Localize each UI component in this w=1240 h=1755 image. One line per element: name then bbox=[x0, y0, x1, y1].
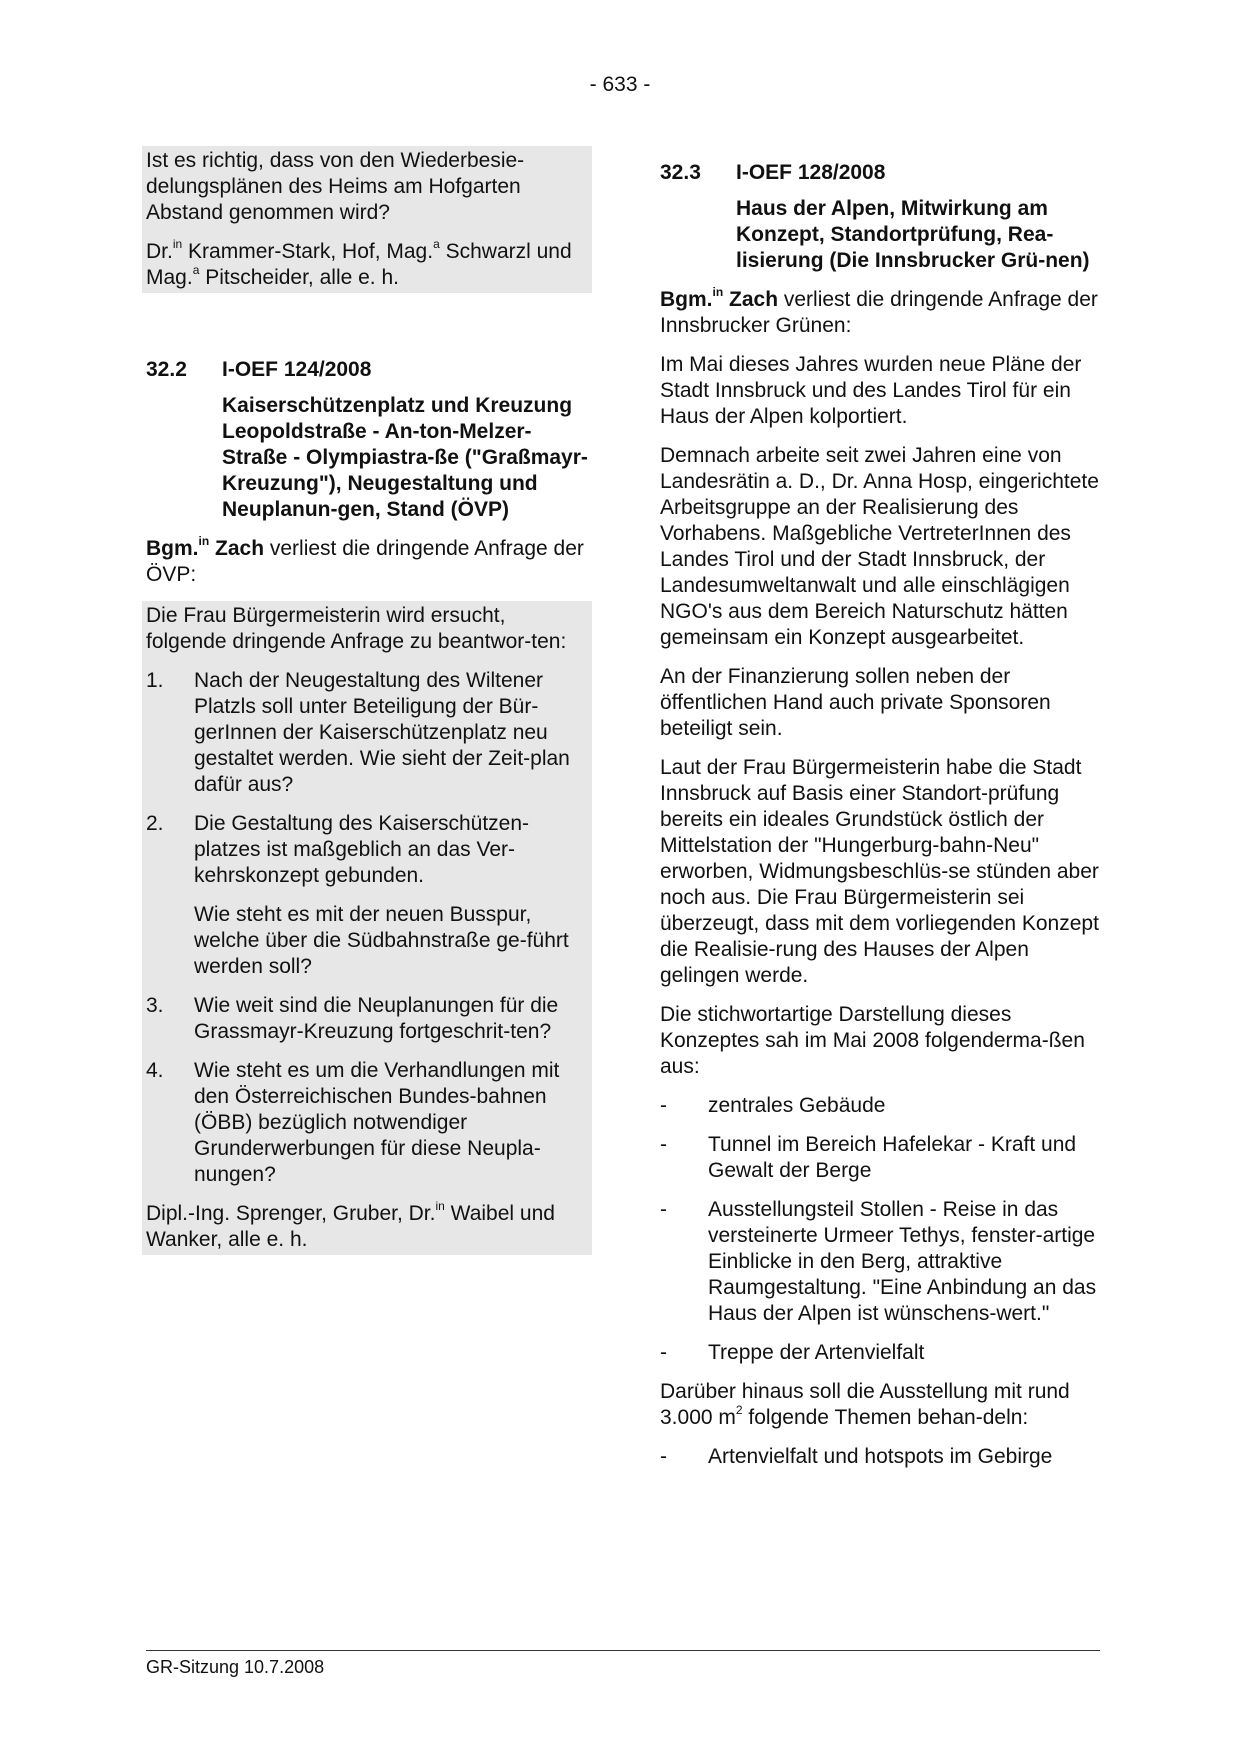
inquiry-list bbox=[146, 668, 588, 1188]
inquiry-intro: Die Frau Bürgermeisterin wird ersucht, folgende dringende Anfrage zu beantwor-ten: bbox=[146, 604, 567, 653]
list-item bbox=[660, 1197, 1100, 1327]
paragraph: An der Finanzierung sollen neben der öffentlichen Hand auch private Sponsoren beteiligt sein. bbox=[660, 665, 1051, 740]
question-text: Ist es richtig, dass von den Wiederbesie-delungsplänen des Heims am Hofgarten Abstand genommen wird? bbox=[146, 149, 525, 224]
item-number: 3. bbox=[146, 994, 164, 1017]
right-column bbox=[660, 146, 1100, 1483]
bullet-text: Ausstellungsteil Stollen - Reise in das versteinerte Urmeer Tethys, fenster-artige Einblicke in den Berg, attraktive Raumgestaltung. "Eine Anbindung an das Haus der Alpen ist wünschens-wert." bbox=[708, 1198, 1097, 1325]
footer-session-date: GR-Sitzung 10.7.2008 bbox=[146, 1657, 325, 1677]
section-heading-32-3 bbox=[660, 160, 1100, 186]
section-code: I-OEF 124/2008 bbox=[222, 358, 372, 381]
signers: Dipl.-Ing. Sprenger, Gruber, Dr.$^{in}$ Waibel und Wanker, alle e. h. bbox=[146, 1199, 555, 1251]
item-text: Wie weit sind die Neuplanungen für die Grassmayr-Kreuzung fortgeschrit-ten? bbox=[194, 994, 559, 1043]
bullet-mark: - bbox=[660, 1094, 667, 1117]
inquiry-paragraphs bbox=[660, 352, 1100, 1080]
bullet-text: Treppe der Artenvielfalt bbox=[708, 1341, 925, 1364]
list-item bbox=[660, 1093, 1100, 1119]
section-heading-32-2 bbox=[146, 357, 592, 383]
section-title: Kaiserschützenplatz und Kreuzung Leopoldstraße - An-ton-Melzer-Straße - Olympiastra-ße ("Graßmayr-Kreuzung"), Neugestaltung und Neuplanun-gen, Stand (ÖVP) bbox=[222, 394, 588, 521]
item-text: Nach der Neugestaltung des Wiltener Platzls soll unter Beteiligung der Bür-gerInnen der Kaiserschützenplatz neu gestaltet werden. Wie sieht der Zeit-plan dafür aus? bbox=[194, 669, 570, 796]
footer-divider bbox=[146, 1650, 1100, 1651]
item-text: Die Gestaltung des Kaiserschützen-platzes ist maßgeblich an das Ver-kehrskonzept gebunden. bbox=[194, 812, 530, 887]
section-code: I-OEF 128/2008 bbox=[736, 161, 886, 184]
paragraph: Die stichwortartige Darstellung dieses Konzeptes sah im Mai 2008 folgenderma-ßen aus: bbox=[660, 1003, 1085, 1078]
list-item bbox=[660, 1444, 1100, 1470]
item-number: 2. bbox=[146, 812, 164, 835]
closing-paragraph: Darüber hinaus soll die Ausstellung mit rund 3.000 $m^2$ folgende Themen behan-deln: bbox=[660, 1380, 1070, 1429]
page-number: - 633 - bbox=[589, 73, 651, 96]
bullet-mark: - bbox=[660, 1445, 667, 1468]
bullet-mark: - bbox=[660, 1133, 667, 1156]
bullet-mark: - bbox=[660, 1341, 667, 1364]
section-intro: Bgm.$^{in}$ Zach verliest die dringende Anfrage der ÖVP: bbox=[146, 534, 584, 586]
item-number: 1. bbox=[146, 669, 164, 692]
bullet-text: Artenvielfalt und hotspots im Gebirge bbox=[708, 1445, 1053, 1468]
list-item bbox=[146, 1058, 588, 1188]
bullet-text: zentrales Gebäude bbox=[708, 1094, 886, 1117]
bullet-text: Tunnel im Bereich Hafelekar - Kraft und Gewalt der Berge bbox=[708, 1133, 1077, 1182]
item-number: 4. bbox=[146, 1059, 164, 1082]
section-number: 32.2 bbox=[146, 358, 187, 381]
section-intro: Bgm.$^{in}$ Zach verliest die dringende Anfrage der Innsbrucker Grünen: bbox=[660, 285, 1098, 337]
item-text: Wie steht es mit der neuen Busspur, welche über die Südbahnstraße ge-führt werden soll? bbox=[194, 903, 569, 978]
item-text: Wie steht es um die Verhandlungen mit den Österreichischen Bundes-bahnen (ÖBB) bezüglich notwendiger Grunderwerbungen für diese Neupla-nungen? bbox=[194, 1059, 560, 1186]
paragraph: Demnach arbeite seit zwei Jahren eine von Landesrätin a. D., Dr. Anna Hosp, eingerichtete Arbeitsgruppe an der Realisierung des Vorhabens. Maßgebliche VertreterInnen des Landes Tirol und der Stadt Innsbruck, der Landesumweltanwalt und alle einschlägigen NGO's aus dem Bereich Naturschutz hätten gemeinsam ein Konzept ausgearbeitet. bbox=[660, 444, 1099, 649]
signers: Dr.$^{in}$ Krammer-Stark, Hof, Mag.$^a$ Schwarzl und Mag.$^a$ Pitscheider, alle e. h. bbox=[146, 237, 572, 289]
list-item bbox=[660, 1132, 1100, 1184]
inquiry-box bbox=[142, 601, 592, 1255]
bullet-mark: - bbox=[660, 1198, 667, 1221]
previous-question-box bbox=[142, 146, 592, 293]
list-item bbox=[146, 668, 588, 798]
section-title: Haus der Alpen, Mitwirkung am Konzept, Standortprüfung, Rea-lisierung (Die Innsbrucker Grü-nen) bbox=[736, 197, 1090, 272]
section-number: 32.3 bbox=[660, 161, 701, 184]
list-item bbox=[146, 811, 588, 980]
list-item bbox=[660, 1340, 1100, 1366]
concept-bullet-list bbox=[660, 1093, 1100, 1366]
paragraph: Im Mai dieses Jahres wurden neue Pläne der Stadt Innsbruck und des Landes Tirol für ein Haus der Alpen kolportiert. bbox=[660, 353, 1082, 428]
paragraph: Laut der Frau Bürgermeisterin habe die Stadt Innsbruck auf Basis einer Standort-prüfung bereits ein ideales Grundstück östlich der Mittelstation der "Hungerburg-bahn-Neu" erworben, Widmungsbeschlüs-se stünden aber noch aus. Die Frau Bürgermeisterin sei überzeugt, dass mit dem vorliegenden Konzept die Realisie-rung des Hauses der Alpen gelingen werde. bbox=[660, 756, 1099, 987]
list-item bbox=[146, 993, 588, 1045]
left-column bbox=[146, 146, 592, 1255]
